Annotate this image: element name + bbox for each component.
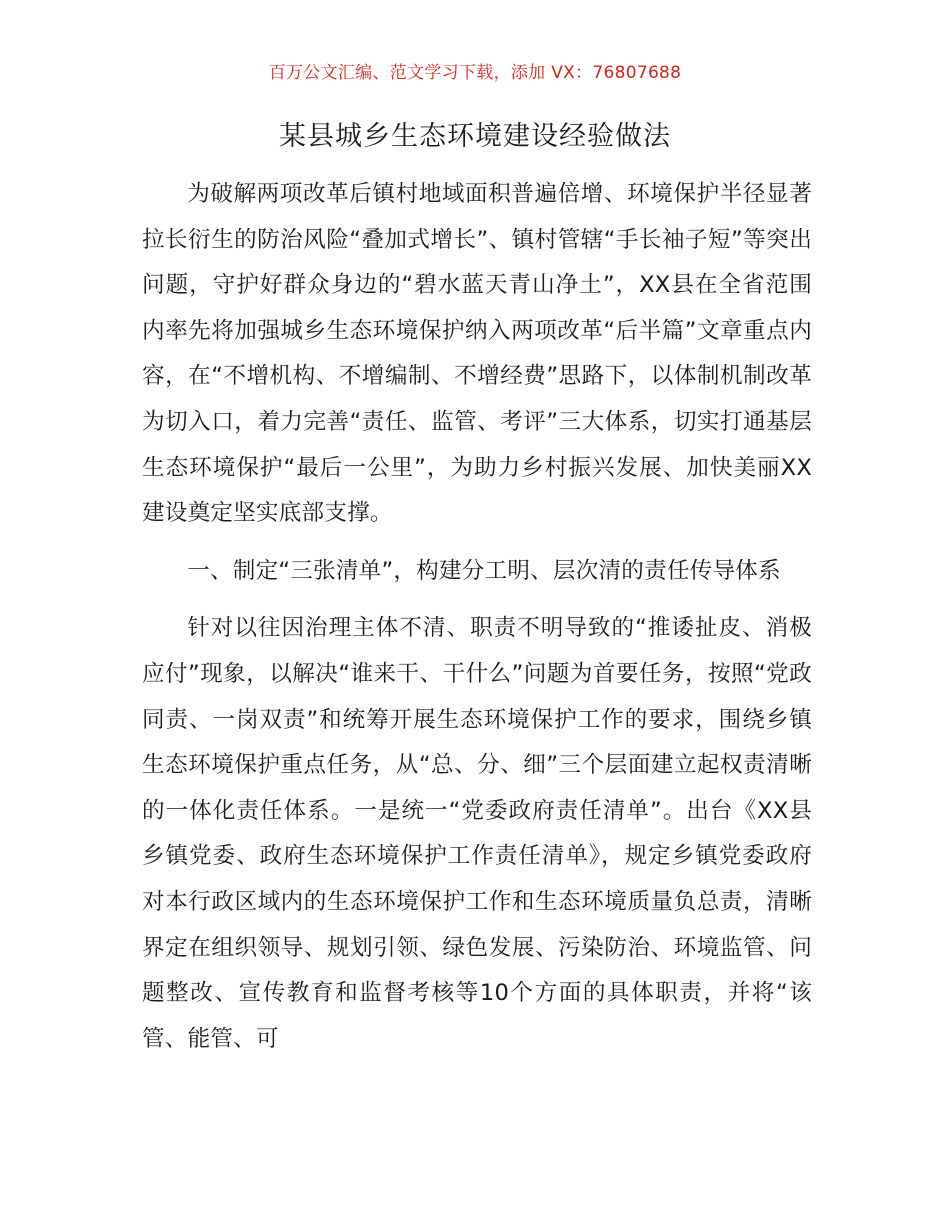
section-heading-1: 一、制定“三张清单”，构建分工明、层次清的责任传导体系 bbox=[187, 557, 781, 584]
document-body bbox=[142, 172, 812, 1062]
intro-paragraph: 为破解两项改革后镇村地域面积普遍倍增、环境保护半径显著拉长衍生的防治风险“叠加式增长”、镇村管辖“手长袖子短”等突出问题，守护好群众身边的“碧水蓝天青山净土”，XX县在全省范围内率先将加强城乡生态环境保护纳入两项改革“后半篇”文章重点内容，在“不增机构、不增编制、不增经费”思路下，以体制机制改革为切入口，着力完善“责任、监管、考评”三大体系，切实打通基层生态环境保护“最后一公里”，为助力乡村振兴发展、加快美丽XX建设奠定坚实底部支撑。 bbox=[142, 181, 812, 527]
document-title: 某县城乡生态环境建设经验做法 bbox=[279, 121, 671, 152]
section-1-paragraph: 针对以往因治理主体不清、职责不明导致的“推诿扯皮、消极应付”现象，以解决“谁来干、干什么”问题为首要任务，按照“党政同责、一岗双责”和统筹开展生态环境保护工作的要求，围绕乡镇生态环境保护重点任务，从“总、分、细”三个层面建立起权责清晰的一体化责任体系。一是统一“党委政府责任清单”。出台《XX县乡镇党委、政府生态环境保护工作责任清单》，规定乡镇党委政府对本行政区域内的生态环境保护工作和生态环境质量负总责，清晰界定在组织领导、规划引领、绿色发展、污染防治、环境监管、问题整改、宣传教育和监督考核等10个方面的具体职责，并将“该管、能管、可 bbox=[142, 615, 812, 1052]
header-promo-note: 百万公文汇编、范文学习下载，添加 VX：76807688 bbox=[268, 63, 682, 83]
